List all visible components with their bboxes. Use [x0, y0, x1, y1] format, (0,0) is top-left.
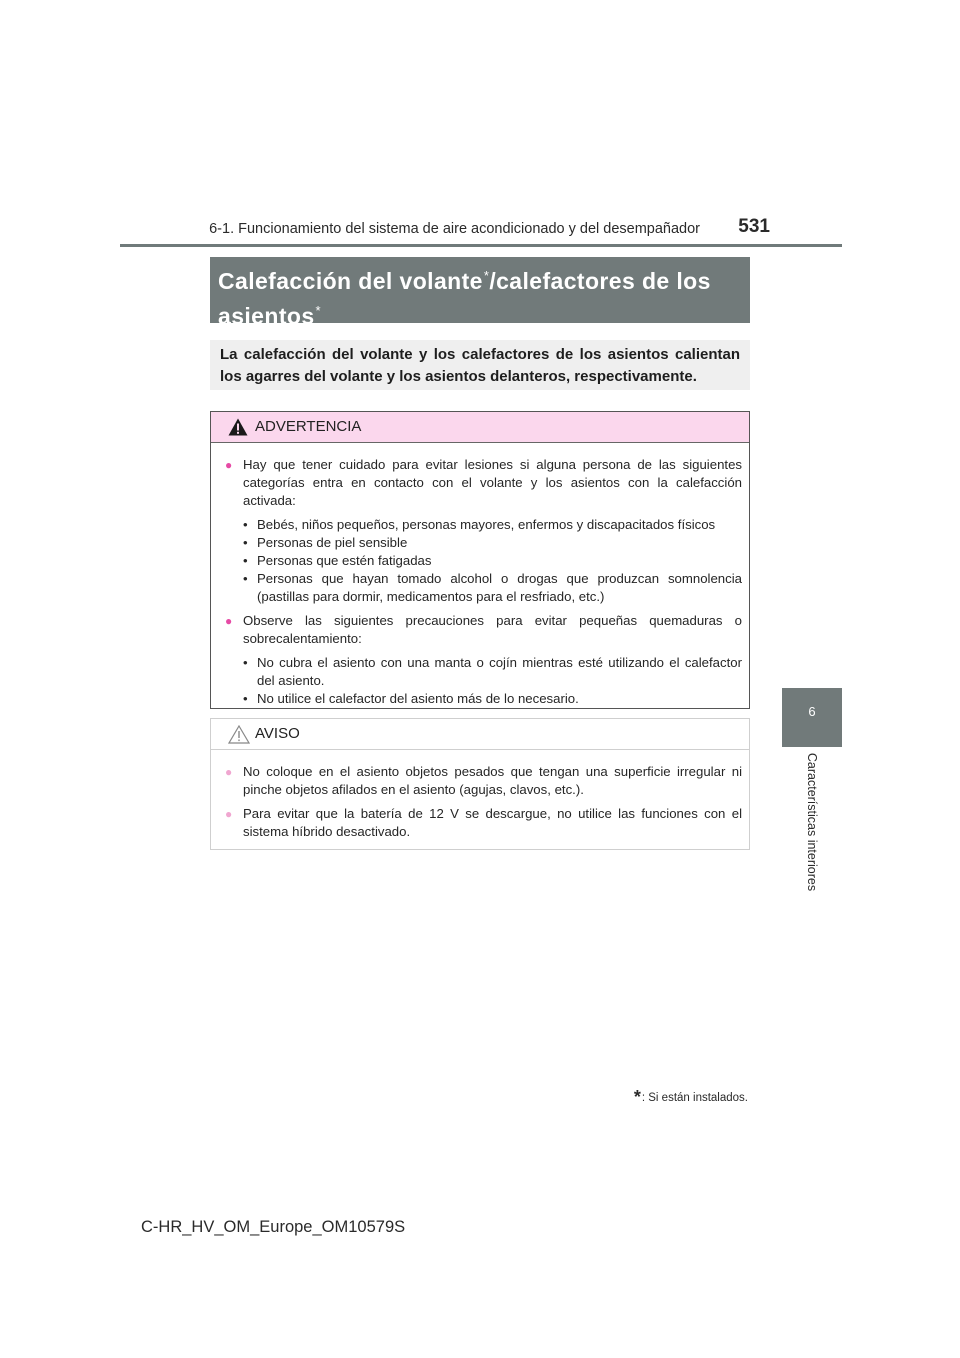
- notice-heading: AVISO: [255, 725, 300, 742]
- warning-box: [210, 411, 750, 709]
- warning-triangle-icon: [228, 418, 248, 436]
- warning-item: [225, 456, 742, 510]
- section-title: [210, 257, 750, 331]
- bullet-icon: ●: [225, 458, 233, 472]
- sub-item: • Personas que estén fatigadas: [243, 552, 742, 570]
- chapter-number: 6: [808, 704, 816, 719]
- chapter-label: Características interiores: [805, 752, 819, 892]
- footnote: [480, 1087, 748, 1108]
- notice-item-text: Para evitar que la batería de 12 V se descargue, no utilice las funciones con el sistema híbrido desactivado.: [243, 806, 742, 839]
- sub-item: • No cubra el asiento con una manta o cojín mientras esté utilizando el calefactor del asiento.: [243, 654, 742, 690]
- notice-item-text: No coloque en el asiento objetos pesados que tengan una superficie irregular ni pinche objetos afilados en el asiento (agujas, clavos, etc.).: [243, 764, 742, 797]
- page-number: 531: [738, 216, 770, 237]
- warning-sublist: [243, 654, 742, 708]
- asterisk-icon: *: [633, 1087, 641, 1107]
- intro-text: La calefacción del volante y los calefactores de los asientos calientan los agarres del volante y los asientos delanteros, respectivamente.: [220, 346, 740, 385]
- header-rule: [120, 244, 842, 247]
- notice-item: [225, 805, 742, 841]
- notice-content: [211, 750, 749, 841]
- document-id: C-HR_HV_OM_Europe_OM10579S: [141, 1218, 406, 1236]
- bullet-icon: ●: [225, 614, 233, 628]
- sub-item: • No utilice el calefactor del asiento más de lo necesario.: [243, 690, 742, 708]
- title-part-2: /calefactores de los asientos: [218, 268, 711, 329]
- bullet-icon: ●: [225, 807, 233, 821]
- running-header: 6-1. Funcionamiento del sistema de aire acondicionado y del desempañador: [209, 221, 700, 237]
- title-part-1: Calefacción del volante: [218, 268, 483, 294]
- warning-heading: ADVERTENCIA: [255, 418, 362, 435]
- notice-header: [211, 719, 749, 750]
- bullet-icon: ●: [225, 765, 233, 779]
- sub-item: • Bebés, niños pequeños, personas mayores, enfermos y discapacitados físicos: [243, 516, 742, 534]
- warning-item-text: Hay que tener cuidado para evitar lesiones si alguna persona de las siguientes categorías entra en contacto con el volante y los asientos con la calefacción activada:: [243, 457, 742, 508]
- notice-box: [210, 718, 750, 850]
- warning-header: [211, 412, 749, 443]
- title-asterisk-1: *: [483, 268, 490, 283]
- warning-item-text: Observe las siguientes precauciones para evitar pequeñas quemaduras o sobrecalentamiento:: [243, 613, 742, 646]
- intro-box: [210, 340, 750, 390]
- warning-item: [225, 612, 742, 648]
- footnote-text: : Si están instalados.: [641, 1092, 748, 1104]
- warning-sublist: [243, 516, 742, 606]
- title-asterisk-2: *: [315, 303, 321, 318]
- section-title-bar: [210, 257, 750, 329]
- warning-content: [211, 443, 749, 708]
- chapter-tab: [782, 688, 842, 747]
- notice-item: [225, 763, 742, 799]
- sub-item: • Personas de piel sensible: [243, 534, 742, 552]
- sub-item: • Personas que hayan tomado alcohol o drogas que produzcan somnolencia (pastillas para dormir, medicamentos para el resfriado, etc.): [243, 570, 742, 606]
- caution-triangle-icon: [228, 725, 250, 744]
